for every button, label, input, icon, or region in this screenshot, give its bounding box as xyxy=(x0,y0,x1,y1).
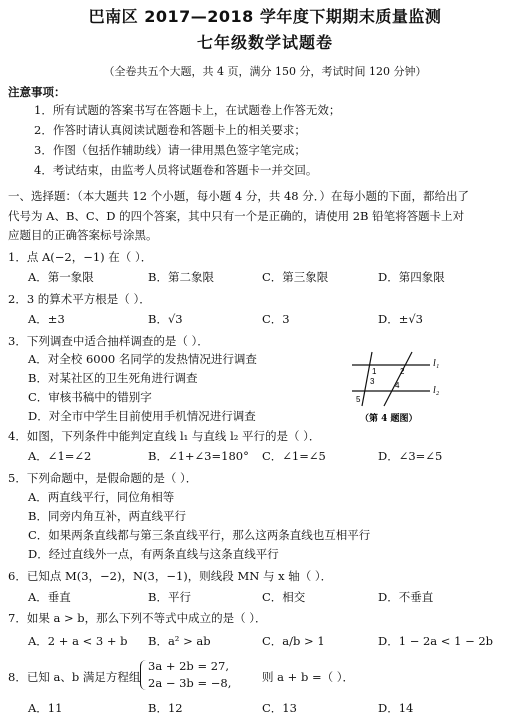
section-intro-line2: 代号为 A、B、C、D 的四个答案，其中只有一个是正确的，请使用 2B 铅笔将答题卡上对 xyxy=(8,209,465,223)
note-item: 1．所有试题的答案书写在答题卡上，在试题卷上作答无效； xyxy=(34,103,341,117)
note-item: 4．考试结束，由监考人员将试题卷和答题卡一并交回。 xyxy=(34,163,318,177)
note-item: 3．作图（包括作辅助线）请一律用黑色签字笔完成； xyxy=(34,143,306,157)
exam-info: （全卷共五个大题，共 4 页，满分 150 分，考试时间 120 分钟） xyxy=(103,65,427,78)
equation-1: 3a + 2b = 27, xyxy=(148,659,230,673)
angle-5-label: 5 xyxy=(356,395,361,404)
equation-system xyxy=(140,660,258,692)
section-intro-line3: 应题目的正确答案标号涂黑。 xyxy=(8,228,158,242)
q8-option-c: C．13 xyxy=(262,701,297,715)
q6-option-a: A．垂直 xyxy=(28,590,71,604)
q3-option-a: A．对全校 6000 名同学的发热情况进行调查 xyxy=(28,352,257,366)
section-intro-line1: 一、选择题：（本大题共 12 个小题，每小题 4 分，共 48 分．）在每小题的下面，都给出了 xyxy=(8,189,470,203)
q7-option-c: C．a/b > 1 xyxy=(262,634,325,648)
q7-option-b: B．a² > ab xyxy=(148,634,211,648)
question-5-stem: 5．下列命题中，是假命题的是（ ）． xyxy=(8,471,198,485)
q1-option-c: C．第三象限 xyxy=(262,270,329,284)
question-7-stem: 7．如果 a > b，那么下列不等式中成立的是（ ）． xyxy=(8,611,267,625)
q4-option-c: C．∠1=∠5 xyxy=(262,449,326,463)
q3-option-c: C．审核书稿中的错别字 xyxy=(28,390,152,404)
q1-option-a: A．第一象限 xyxy=(28,270,94,284)
q5-option-b: B．同旁内角互补，两直线平行 xyxy=(28,509,186,523)
question-2-stem: 2．3 的算术平方根是（ ）． xyxy=(8,292,151,306)
q2-option-a: A．±3 xyxy=(28,312,65,326)
q5-option-c: C．如果两条直线都与第三条直线平行，那么这两条直线也互相平行 xyxy=(28,528,371,542)
notes-heading: 注意事项： xyxy=(8,85,66,99)
q8-option-b: B．12 xyxy=(148,701,183,715)
q6-option-d: D．不垂直 xyxy=(378,590,434,604)
q8-option-d: D．14 xyxy=(378,701,414,715)
parallel-lines-figure xyxy=(338,350,450,428)
angle-1-label: 1 xyxy=(372,367,377,376)
angle-3-label: 3 xyxy=(370,377,375,386)
figure-caption: （第 4 题图） xyxy=(360,414,418,424)
label-l2: l₂ xyxy=(433,385,440,396)
q4-option-d: D．∠3=∠5 xyxy=(378,449,443,463)
question-3-stem: 3．下列调查中适合抽样调查的是（ ）． xyxy=(8,334,209,348)
q8-option-a: A．11 xyxy=(28,701,63,715)
q5-option-a: A．两直线平行，同位角相等 xyxy=(28,490,175,504)
exam-subtitle: 七年级数学试题卷 xyxy=(196,33,333,52)
label-l1: l₁ xyxy=(433,358,440,369)
equation-2: 2a − 3b = −8, xyxy=(148,676,232,690)
q7-option-a: A．2 + a < 3 + b xyxy=(28,634,128,648)
q5-option-d: D．经过直线外一点，有两条直线与这条直线平行 xyxy=(28,547,279,561)
question-1-stem: 1．点 A(−2，−1) 在（ ）． xyxy=(8,250,153,264)
question-4-stem: 4．如图，下列条件中能判定直线 l₁ 与直线 l₂ 平行的是（ ）． xyxy=(8,429,321,443)
q1-option-b: B．第二象限 xyxy=(148,270,214,284)
question-8-stem-tail: 则 a + b =（ ）． xyxy=(262,670,355,684)
q6-option-b: B．平行 xyxy=(148,590,191,604)
angle-4-label: 4 xyxy=(395,381,400,390)
transversal-2 xyxy=(384,352,412,406)
q3-option-b: B．对某社区的卫生死角进行调查 xyxy=(28,371,198,385)
brace-symbol xyxy=(140,660,147,690)
q2-option-c: C．3 xyxy=(262,312,290,326)
note-item: 2．作答时请认真阅读试题卷和答题卡上的相关要求； xyxy=(34,123,306,137)
q4-option-b: B．∠1+∠3=180° xyxy=(148,449,249,463)
q7-option-d: D．1 − 2a < 1 − 2b xyxy=(378,634,494,648)
exam-title: 巴南区 2017—2018 学年度下期期末质量监测 xyxy=(88,7,442,26)
q4-option-a: A．∠1=∠2 xyxy=(28,449,92,463)
question-6-stem: 6．已知点 M(3，−2)，N(3，−1)，则线段 MN 与 x 轴（ ）． xyxy=(8,569,333,583)
q2-option-d: D．±√3 xyxy=(378,312,424,326)
q3-option-d: D．对全市中学生目前使用手机情况进行调查 xyxy=(28,409,256,423)
q1-option-d: D．第四象限 xyxy=(378,270,445,284)
q6-option-c: C．相交 xyxy=(262,590,306,604)
question-8-stem: 8．已知 a、b 满足方程组 xyxy=(8,670,141,684)
q2-option-b: B．√3 xyxy=(148,312,183,326)
angle-2-label: 2 xyxy=(400,367,405,376)
